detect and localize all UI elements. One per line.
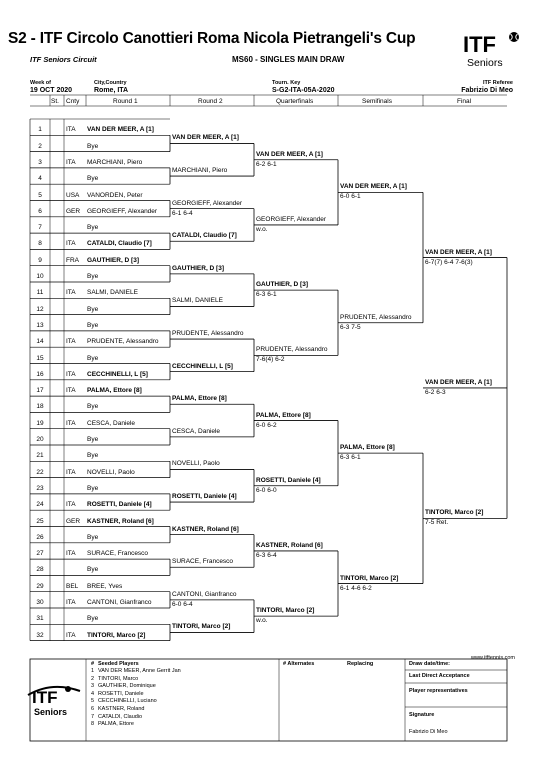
tourn-key-label: Tourn. Key — [272, 80, 301, 86]
winner-score: 6-2 6-3 — [425, 388, 446, 396]
draw-position: 5 — [38, 191, 42, 199]
col-seed-status: St. — [51, 98, 59, 105]
quarterfinals-score: 6-2 6-1 — [256, 160, 277, 168]
round1-player: PALMA, Ettore [8] — [87, 387, 142, 395]
round2-player: CECCHINELLI, L [5] — [172, 362, 233, 370]
draw-position: 4 — [38, 175, 42, 183]
semifinals-player: PRUDENTE, Alessandro — [340, 313, 412, 321]
seed-number: 7 — [91, 713, 95, 720]
round1-player: TINTORI, Marco [2] — [87, 631, 146, 639]
round2-player: SURACE, Francesco — [172, 558, 234, 566]
player-country: ITA — [66, 599, 76, 606]
round1-player: MARCHIANI, Piero — [87, 158, 143, 166]
seed-number: 8 — [91, 721, 95, 728]
semifinals-score: 6-3 7-5 — [340, 323, 361, 331]
player-country: GER — [66, 207, 81, 215]
player-country: ITA — [66, 338, 76, 346]
seed-number: 6 — [91, 706, 95, 712]
round1-player: Bye — [87, 566, 99, 574]
draw-position: 30 — [36, 599, 44, 606]
round1-player: Bye — [87, 273, 99, 280]
circuit-subtitle: ITF Seniors Circuit — [30, 55, 97, 64]
round1-player: VANORDEN, Peter — [87, 191, 143, 199]
draw-position: 10 — [36, 273, 44, 280]
seed-number: 5 — [91, 698, 95, 705]
city-value: Rome, ITA — [94, 87, 129, 94]
round2-score: 6-0 6-4 — [172, 600, 193, 608]
seeded-hash: # — [91, 661, 95, 667]
draw-position: 16 — [36, 370, 44, 378]
round1-player: CESCA, Daniele — [87, 419, 136, 427]
referee-label: ITF Referee — [483, 80, 513, 86]
round2-player: TINTORI, Marco [2] — [172, 623, 231, 631]
replacing-label: Replacing — [347, 661, 374, 667]
week-value: 19 OCT 2020 — [30, 87, 73, 94]
round1-player: GAUTHIER, D [3] — [87, 256, 139, 264]
round1-player: CATALDI, Claudio [7] — [87, 240, 152, 248]
round2-player: GAUTHIER, D [3] — [172, 264, 224, 272]
draw-position: 1 — [38, 126, 42, 134]
draw-position: 12 — [36, 305, 44, 313]
draw-position: 25 — [36, 517, 44, 525]
col-round1: Round 1 — [113, 98, 138, 105]
final-player: VAN DER MEER, A [1] — [425, 248, 492, 256]
player-country: ITA — [66, 468, 76, 476]
website-text: www.itftennis.com — [470, 655, 515, 661]
round1-player: KASTNER, Roland [6] — [87, 517, 154, 525]
quarterfinals-score: 6-3 6-1 — [256, 291, 277, 299]
round2-score: 6-1 6-4 — [172, 209, 193, 217]
quarterfinals-player: ROSETTI, Daniele [4] — [256, 476, 321, 484]
draw-position: 13 — [36, 321, 44, 329]
col-country: Cnty — [66, 98, 80, 105]
quarterfinals-player: PALMA, Ettore [8] — [256, 411, 311, 419]
draw-position: 23 — [36, 484, 44, 492]
footer-itf-logo — [22, 679, 86, 719]
round2-player: VAN DER MEER, A [1] — [172, 134, 239, 142]
round1-player: ROSETTI, Daniele [4] — [87, 501, 152, 509]
draw-position: 32 — [36, 631, 44, 639]
seed-number: 2 — [91, 675, 95, 682]
draw-position: 15 — [36, 354, 44, 362]
round1-player: Bye — [87, 533, 99, 541]
draw-name: MS60 - SINGLES MAIN DRAW — [232, 55, 345, 64]
round1-player: Bye — [87, 354, 99, 362]
draw-position: 22 — [36, 468, 44, 476]
round1-player: Bye — [87, 224, 99, 232]
round1-player: SURACE, Francesco — [87, 550, 149, 558]
quarterfinals-score: 6-3 6-4 — [256, 551, 277, 559]
player-country: ITA — [66, 370, 76, 378]
semifinals-player: PALMA, Ettore [8] — [340, 444, 395, 452]
draw-position: 28 — [36, 566, 44, 574]
round2-player: MARCHIANI, Piero — [172, 167, 228, 175]
round1-player: Bye — [87, 436, 99, 443]
week-label: Week of — [30, 80, 51, 86]
round1-player: CECCHINELLI, L [5] — [87, 370, 148, 378]
round1-player: Bye — [87, 142, 99, 150]
round1-player: Bye — [87, 403, 99, 411]
semifinals-score: 6-0 6-1 — [340, 193, 361, 201]
draw-position: 26 — [36, 533, 44, 541]
player-country: FRA — [66, 256, 79, 264]
player-reps-label: Player representatives — [409, 688, 468, 694]
city-label: City,Country — [94, 80, 127, 86]
player-country: ITA — [66, 126, 76, 134]
round1-player: BREE, Yves — [87, 582, 123, 590]
draw-position: 20 — [36, 436, 44, 443]
semifinals-score: 6-1 4-6 6-2 — [340, 584, 372, 592]
round2-player: NOVELLI, Paolo — [172, 460, 220, 468]
quarterfinals-score: w.o. — [256, 617, 268, 625]
quarterfinals-score: w.o. — [256, 225, 268, 233]
player-country: ITA — [66, 240, 76, 248]
semifinals-player: VAN DER MEER, A [1] — [340, 183, 407, 191]
seed-number: 3 — [91, 683, 95, 690]
signature-label: Signature — [409, 712, 435, 718]
seed-player-name: CECCHINELLI, Luciano — [98, 698, 157, 705]
semifinals-player: TINTORI, Marco [2] — [340, 574, 399, 582]
player-country: ITA — [66, 289, 76, 297]
round2-player: PALMA, Ettore [8] — [172, 395, 227, 403]
round1-player: SALMI, DANIELE — [87, 289, 138, 297]
round1-player: CANTONI, Gianfranco — [87, 599, 152, 606]
player-country: ITA — [66, 631, 76, 639]
quarterfinals-score: 7-6(4) 6-2 — [256, 356, 285, 364]
seed-player-name: KASTNER, Roland — [98, 706, 145, 712]
seed-player-name: ROSETTI, Daniele — [98, 690, 144, 697]
draw-position: 17 — [36, 387, 44, 395]
final-score: 6-7(7) 6-4 7-6(3) — [425, 258, 473, 266]
footer-ball-icon — [65, 686, 71, 692]
draw-position: 6 — [38, 207, 42, 215]
draw-position: 18 — [36, 403, 44, 411]
draw-position: 24 — [36, 501, 44, 509]
winner-player: VAN DER MEER, A [1] — [425, 378, 492, 386]
logo-text: ITF — [463, 32, 496, 57]
quarterfinals-player: PRUDENTE, Alessandro — [256, 346, 328, 354]
round2-player: PRUDENTE, Alessandro — [172, 330, 244, 338]
round2-player: ROSETTI, Daniele [4] — [172, 493, 237, 501]
draw-position: 8 — [38, 240, 42, 248]
draw-position: 9 — [38, 256, 42, 264]
quarterfinals-player: KASTNER, Roland [6] — [256, 541, 323, 549]
seed-player-name: TINTORI, Marco — [98, 675, 139, 682]
round1-player: Bye — [87, 484, 99, 492]
col-final: Final — [457, 98, 472, 105]
quarterfinals-score: 6-0 6-0 — [256, 486, 277, 494]
round2-player: CESCA, Daniele — [172, 427, 221, 435]
round1-player: GEORGIEFF, Alexander — [87, 207, 158, 215]
player-country: ITA — [66, 387, 76, 395]
round2-player: SALMI, DANIELE — [172, 297, 223, 305]
quarterfinals-player: GAUTHIER, D [3] — [256, 281, 308, 289]
draw-position: 14 — [36, 338, 44, 346]
lda-label: Last Direct Acceptance — [409, 673, 470, 679]
referee-value: Fabrizio Di Meo — [461, 87, 513, 94]
round2-player: CATALDI, Claudio [7] — [172, 232, 237, 240]
final-player: TINTORI, Marco [2] — [425, 509, 484, 517]
tourn-key-value: S-G2-ITA-05A-2020 — [272, 87, 335, 94]
draw-position: 7 — [38, 224, 42, 232]
round1-player: Bye — [87, 615, 99, 623]
round1-player: VAN DER MEER, A [1] — [87, 126, 154, 134]
round1-player: Bye — [87, 321, 99, 329]
quarterfinals-player: GEORGIEFF, Alexander — [256, 215, 327, 223]
round1-player: Bye — [87, 175, 99, 183]
player-country: GER — [66, 517, 81, 525]
player-country: ITA — [66, 158, 76, 166]
footer-logo-text: ITF — [32, 688, 58, 707]
player-country: BEL — [66, 582, 79, 590]
draw-position: 3 — [38, 158, 42, 166]
logo-sub: Seniors — [467, 57, 503, 69]
alternates-label: # Alternates — [283, 661, 315, 667]
quarterfinals-score: 6-0 6-2 — [256, 421, 277, 429]
draw-position: 31 — [36, 615, 44, 623]
draw-position: 2 — [38, 142, 42, 150]
quarterfinals-player: VAN DER MEER, A [1] — [256, 150, 323, 158]
seed-number: 4 — [91, 690, 95, 697]
player-country: ITA — [66, 550, 76, 558]
seed-player-name: CATALDI, Claudio — [98, 713, 143, 720]
round1-player: NOVELLI, Paolo — [87, 468, 135, 476]
semifinals-score: 6-3 6-1 — [340, 454, 361, 462]
player-country: ITA — [66, 419, 76, 427]
player-country: USA — [66, 191, 80, 199]
round1-player: Bye — [87, 305, 99, 313]
col-round2: Round 2 — [198, 98, 223, 105]
seed-player-name: VAN DER MEER, Anne Gerrit Jan — [98, 668, 181, 674]
page-title: S2 - ITF Circolo Canottieri Roma Nicola Pietrangeli's Cup — [8, 30, 416, 47]
draw-position: 19 — [36, 419, 44, 427]
seeded-title: Seeded Players — [98, 661, 139, 667]
col-semifinals: Semifinals — [362, 98, 392, 105]
draw-date-label: Draw date/time: — [409, 661, 450, 667]
seed-number: 1 — [91, 668, 95, 674]
round2-player: GEORGIEFF, Alexander — [172, 199, 243, 207]
final-score: 7-5 Ret. — [425, 519, 449, 527]
player-country: ITA — [66, 501, 76, 509]
draw-position: 29 — [36, 582, 44, 590]
signature-name: Fabrizio Di Meo — [409, 729, 448, 735]
draw-position: 21 — [36, 452, 44, 460]
round2-player: KASTNER, Roland [6] — [172, 525, 239, 533]
quarterfinals-player: TINTORI, Marco [2] — [256, 607, 315, 615]
footer-logo-sub: Seniors — [34, 707, 68, 717]
seed-player-name: PALMA, Ettore — [98, 721, 134, 728]
round1-player: Bye — [87, 452, 99, 460]
seed-player-name: GAUTHIER, Dominique — [98, 683, 156, 690]
draw-position: 11 — [36, 289, 44, 297]
col-quarterfinals: Quarterfinals — [276, 98, 314, 105]
round1-player: PRUDENTE, Alessandro — [87, 338, 159, 346]
draw-position: 27 — [36, 550, 44, 558]
round2-player: CANTONI, Gianfranco — [172, 590, 237, 598]
